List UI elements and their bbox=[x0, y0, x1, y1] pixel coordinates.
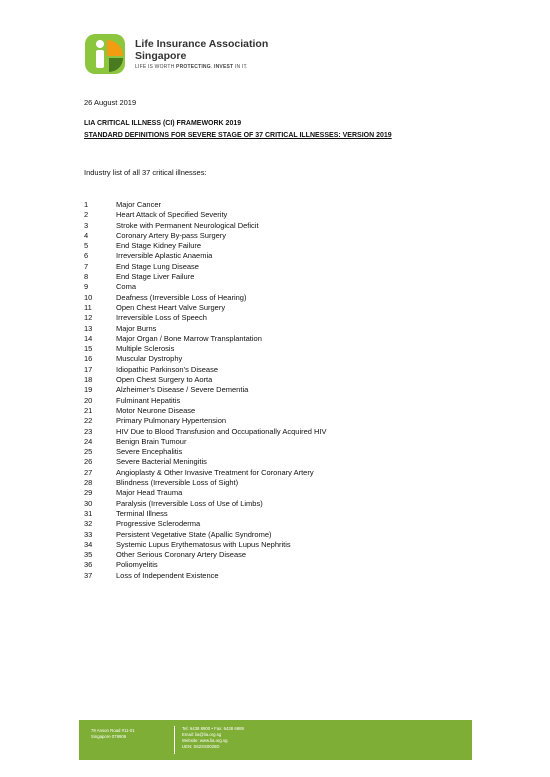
list-item-number: 33 bbox=[84, 529, 93, 539]
list-item-number: 30 bbox=[84, 498, 93, 508]
list-item bbox=[84, 293, 327, 303]
list-item-number: 21 bbox=[84, 405, 93, 415]
list-item bbox=[84, 210, 327, 220]
list-item bbox=[84, 354, 327, 364]
list-item-number: 13 bbox=[84, 323, 93, 333]
list-item bbox=[84, 560, 327, 570]
list-item-name: Deafness (Irreversible Loss of Hearing) bbox=[116, 292, 247, 302]
list-item-name: Major Head Trauma bbox=[116, 488, 183, 498]
list-item-name: Coma bbox=[116, 282, 137, 292]
org-tagline bbox=[135, 64, 248, 70]
list-item bbox=[84, 488, 327, 498]
list-item-name: End Stage Kidney Failure bbox=[116, 241, 202, 251]
contact-phone-fax: Tel: 6438 8900 • Fax: 6438 6989 bbox=[182, 726, 244, 731]
list-item-name: Motor Neurone Disease bbox=[116, 405, 196, 415]
list-item bbox=[84, 262, 327, 272]
list-item-name: Muscular Dystrophy bbox=[116, 354, 183, 364]
illness-list bbox=[84, 200, 327, 581]
list-item bbox=[84, 303, 327, 313]
list-item-number: 5 bbox=[84, 241, 89, 251]
list-item bbox=[84, 571, 327, 581]
footer-contact bbox=[182, 726, 244, 750]
list-item-number: 19 bbox=[84, 385, 93, 395]
list-item-name: HIV Due to Blood Transfusion and Occupationally Acquired HIV bbox=[116, 426, 327, 436]
list-item-name: Persistent Vegetative State (Apallic Syndrome) bbox=[116, 529, 272, 539]
list-intro: Industry list of all 37 critical illnesses: bbox=[84, 168, 207, 177]
org-name-line2: Singapore bbox=[135, 50, 187, 62]
list-item-number: 28 bbox=[84, 478, 93, 488]
list-item-number: 24 bbox=[84, 436, 93, 446]
list-item-name: Paralysis (Irreversible Loss of Use of Limbs) bbox=[116, 498, 263, 508]
list-item-name: Poliomyelitis bbox=[116, 560, 158, 570]
list-item-name: End Stage Lung Disease bbox=[116, 261, 199, 271]
list-item-name: Irreversible Loss of Speech bbox=[116, 313, 207, 323]
list-item bbox=[84, 499, 327, 509]
list-item-number: 25 bbox=[84, 447, 93, 457]
list-item-number: 6 bbox=[84, 251, 89, 261]
document-subtitle: STANDARD DEFINITIONS FOR SEVERE STAGE OF 37 CRITICAL ILLNESSES: VERSION 2019 bbox=[84, 132, 392, 139]
list-item bbox=[84, 416, 327, 426]
list-item-number: 7 bbox=[84, 261, 89, 271]
list-item bbox=[84, 519, 327, 529]
list-item bbox=[84, 344, 327, 354]
list-item bbox=[84, 427, 327, 437]
tagline-emphasis: PROTECTING bbox=[176, 64, 211, 70]
list-item bbox=[84, 478, 327, 488]
list-item-name: Irreversible Aplastic Anaemia bbox=[116, 251, 213, 261]
list-item bbox=[84, 221, 327, 231]
list-item bbox=[84, 231, 327, 241]
contact-website: Website: www.lia.org.sg bbox=[182, 738, 228, 743]
list-item-name: Severe Encephalitis bbox=[116, 447, 183, 457]
list-item bbox=[84, 437, 327, 447]
list-item-number: 3 bbox=[84, 220, 89, 230]
list-item-name: Heart Attack of Specified Severity bbox=[116, 210, 228, 220]
list-item-number: 18 bbox=[84, 375, 93, 385]
list-item-number: 23 bbox=[84, 426, 93, 436]
list-item-name: Blindness (Irreversible Loss of Sight) bbox=[116, 478, 239, 488]
tagline-part: LIFE IS WORTH bbox=[135, 64, 177, 70]
list-item-number: 36 bbox=[84, 560, 93, 570]
list-item-name: Primary Pulmonary Hypertension bbox=[116, 416, 227, 426]
list-item-name: Other Serious Coronary Artery Disease bbox=[116, 550, 247, 560]
list-item-number: 9 bbox=[84, 282, 89, 292]
list-item-number: 12 bbox=[84, 313, 93, 323]
list-item bbox=[84, 396, 327, 406]
list-item-number: 37 bbox=[84, 570, 93, 580]
list-item-name: Systemic Lupus Erythematosus with Lupus Nephritis bbox=[116, 539, 291, 549]
list-item bbox=[84, 375, 327, 385]
list-item-number: 2 bbox=[84, 210, 89, 220]
list-item-name: Idiopathic Parkinson’s Disease bbox=[116, 364, 219, 374]
list-item-name: End Stage Liver Failure bbox=[116, 272, 195, 282]
footer-address bbox=[91, 728, 135, 740]
list-item-name: Multiple Sclerosis bbox=[116, 344, 175, 354]
list-item bbox=[84, 509, 327, 519]
list-item-number: 31 bbox=[84, 508, 93, 518]
tagline-emphasis: INVEST bbox=[214, 64, 234, 70]
list-item bbox=[84, 282, 327, 292]
list-item-number: 20 bbox=[84, 395, 93, 405]
list-item-number: 4 bbox=[84, 230, 89, 240]
list-item-number: 22 bbox=[84, 416, 93, 426]
list-item bbox=[84, 251, 327, 261]
list-item-number: 8 bbox=[84, 272, 89, 282]
list-item bbox=[84, 313, 327, 323]
list-item-name: Terminal Illness bbox=[116, 508, 168, 518]
list-item-number: 32 bbox=[84, 519, 93, 529]
list-item-number: 26 bbox=[84, 457, 93, 467]
lia-logo bbox=[85, 32, 305, 76]
list-item-name: Major Cancer bbox=[116, 200, 162, 209]
list-item bbox=[84, 540, 327, 550]
contact-email: Email: lia@lia.org.sg bbox=[182, 732, 222, 737]
list-item-number: 11 bbox=[84, 302, 92, 312]
list-item-name: Major Organ / Bone Marrow Transplantation bbox=[116, 333, 262, 343]
tagline-part: IN IT. bbox=[233, 64, 248, 70]
list-item bbox=[84, 334, 327, 344]
list-item-number: 14 bbox=[84, 333, 93, 343]
list-item-name: Progressive Scleroderma bbox=[116, 519, 201, 529]
list-item bbox=[84, 385, 327, 395]
list-item bbox=[84, 468, 327, 478]
list-item-number: 35 bbox=[84, 550, 93, 560]
list-item-name: Open Chest Surgery to Aorta bbox=[116, 375, 213, 385]
list-item bbox=[84, 550, 327, 560]
address-line: 79 Anson Road #11-01 bbox=[91, 728, 135, 733]
list-item-number: 16 bbox=[84, 354, 93, 364]
document-date: 26 August 2019 bbox=[84, 98, 137, 107]
list-item bbox=[84, 406, 327, 416]
list-item-number: 15 bbox=[84, 344, 93, 354]
list-item-name: Stroke with Permanent Neurological Deficit bbox=[116, 220, 259, 230]
list-item-name: Coronary Artery By-pass Surgery bbox=[116, 230, 227, 240]
list-item-number: 17 bbox=[84, 364, 93, 374]
list-item-name: Angioplasty & Other Invasive Treatment for Coronary Artery bbox=[116, 467, 314, 477]
list-item-name: Fulminant Hepatitis bbox=[116, 395, 181, 405]
list-item-name: Severe Bacterial Meningitis bbox=[116, 457, 207, 467]
list-item bbox=[84, 324, 327, 334]
list-item-number: 10 bbox=[84, 292, 93, 302]
list-item-number: 1 bbox=[84, 200, 89, 209]
list-item bbox=[84, 200, 327, 210]
footer-divider bbox=[174, 726, 175, 754]
list-item bbox=[84, 457, 327, 467]
footer bbox=[79, 720, 472, 760]
address-line: Singapore 079906 bbox=[91, 734, 127, 739]
document-title: LIA CRITICAL ILLNESS (CI) FRAMEWORK 2019 bbox=[84, 120, 242, 127]
list-item-name: Benign Brain Tumour bbox=[116, 436, 187, 446]
list-item bbox=[84, 365, 327, 375]
list-item bbox=[84, 447, 327, 457]
org-name-line1: Life Insurance Association bbox=[135, 38, 269, 50]
contact-uen: UEN: S62SS0026D bbox=[182, 744, 220, 749]
list-item-name: Alzheimer’s Disease / Severe Dementia bbox=[116, 385, 249, 395]
list-item-number: 34 bbox=[84, 539, 93, 549]
org-name bbox=[135, 38, 268, 62]
lia-logo-icon bbox=[85, 32, 129, 76]
list-item-name: Loss of Independent Existence bbox=[116, 570, 219, 580]
list-item-number: 27 bbox=[84, 467, 93, 477]
list-item-number: 29 bbox=[84, 488, 93, 498]
list-item bbox=[84, 241, 327, 251]
list-item-name: Open Chest Heart Valve Surgery bbox=[116, 302, 226, 312]
list-item bbox=[84, 530, 327, 540]
tagline-part: . bbox=[210, 64, 215, 70]
list-item-name: Major Burns bbox=[116, 323, 157, 333]
list-item bbox=[84, 272, 327, 282]
